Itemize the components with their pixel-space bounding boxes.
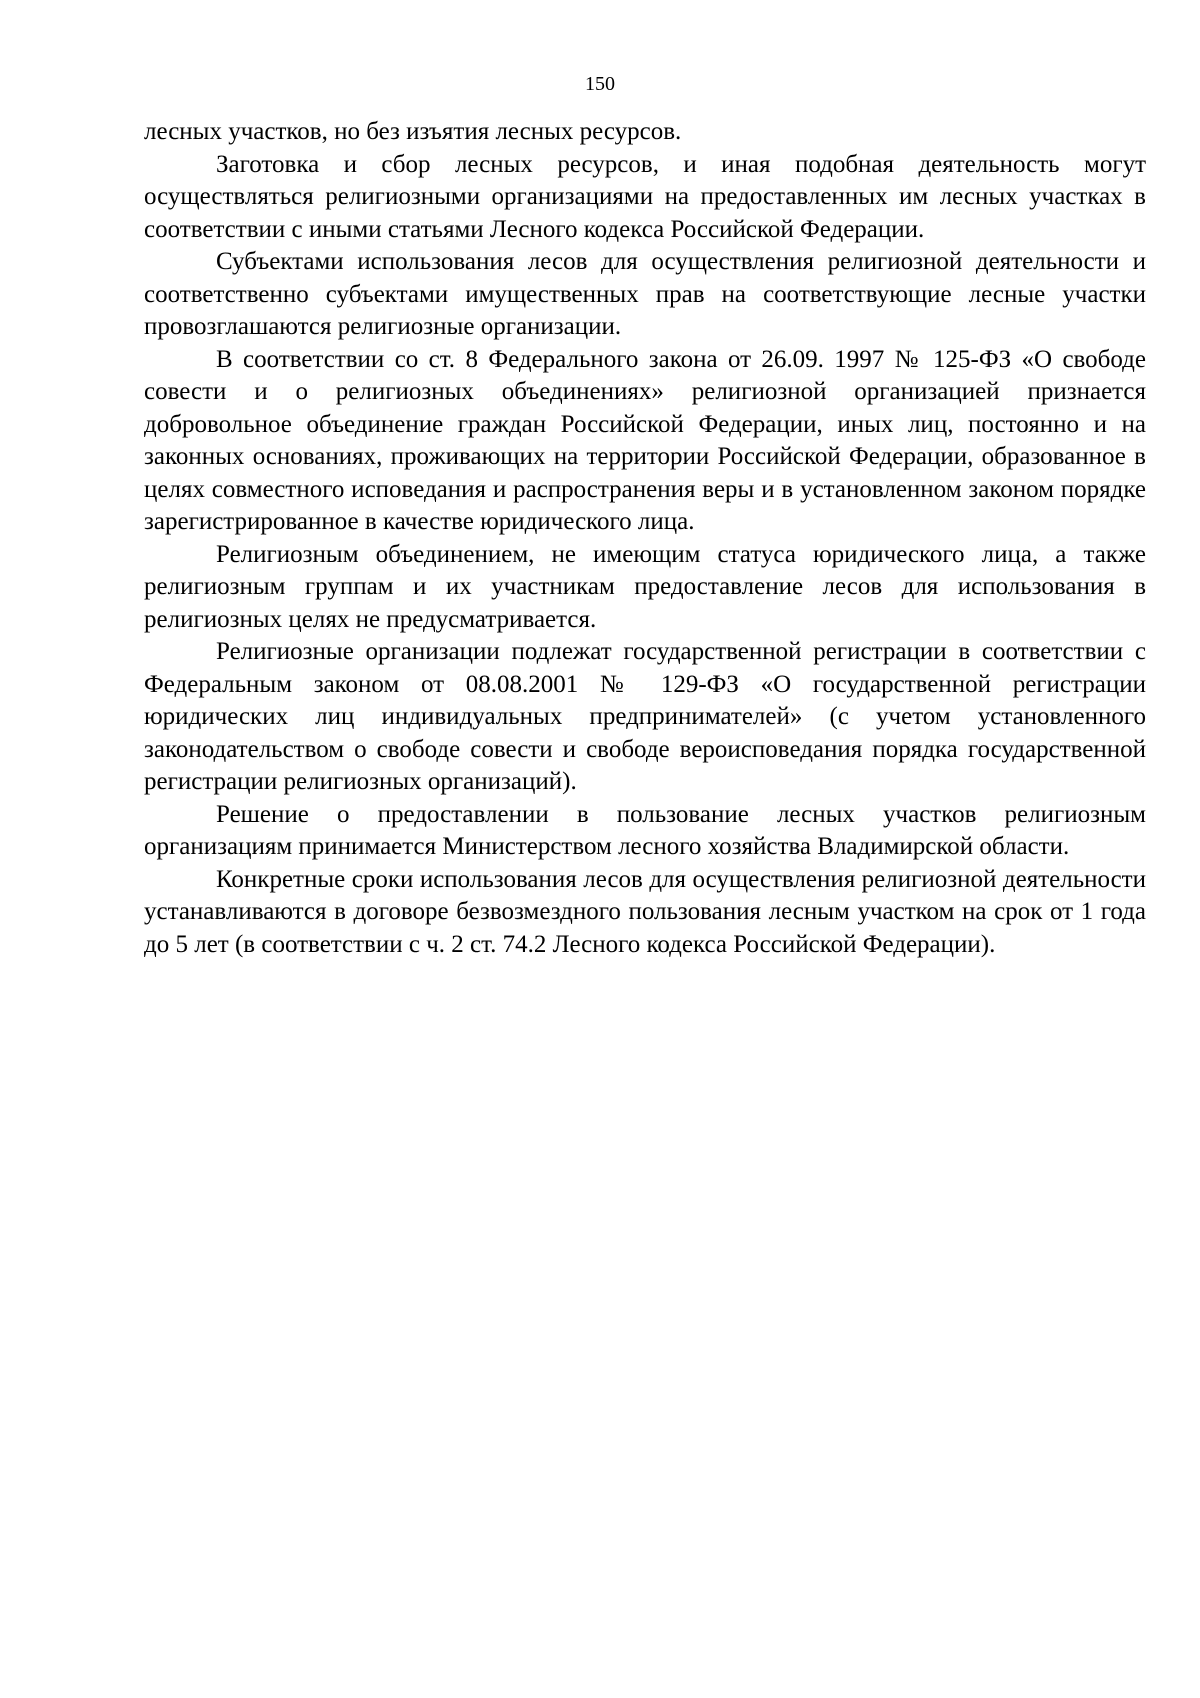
paragraph-subjects: Субъектами использования лесов для осуществления религиозной деятельности и соответственно субъектами имущественных прав на соответствующие лесные участки провозглашаются религиозные организации. — [144, 248, 1146, 340]
paragraph-continuation: лесных участков, но без изъятия лесных ресурсов. — [144, 118, 682, 145]
document-body — [144, 116, 1146, 961]
paragraph-registration: Религиозные организации подлежат государственной регистрации в соответствии с Федеральным законом от 08.08.2001 № 129-ФЗ «О государственной регистрации юридических лиц индивидуальных предпринимателей» (с учетом установленного законодательством о свободе совести и свободе вероисповедания порядка государственной регистрации религиозных организаций). — [144, 638, 1146, 795]
paragraph-religious-groups: Религиозным объединением, не имеющим статуса юридического лица, а также религиозным группам и их участникам предоставление лесов для использования в религиозных целях не предусматривается. — [144, 540, 1146, 633]
paragraph-harvesting: Заготовка и сбор лесных ресурсов, и иная подобная деятельность могут осуществляться религиозными организациями на предоставленных им лесных участках в соответствии с иными статьями Лесного кодекса Российской Федерации. — [144, 150, 1146, 243]
page-number: 150 — [585, 73, 615, 95]
paragraph-decision: Решение о предоставлении в пользование лесных участков религиозным организациям принимается Министерством лесного хозяйства Владимирской области. — [144, 800, 1146, 860]
paragraph-terms: Конкретные сроки использования лесов для осуществления религиозной деятельности устанавливаются в договоре безвозмездного пользования лесным участком на срок от 1 года до 5 лет (в соответствии с ч. 2 ст. 74.2 Лесного кодекса Российской Федерации). — [144, 865, 1146, 958]
paragraph-law-125: В соответствии со ст. 8 Федерального закона от 26.09. 1997 № 125-ФЗ «О свободе совести и о религиозных объединениях» религиозной организацией признается добровольное объединение граждан Российской Федерации, иных лиц, постоянно и на законных основаниях, проживающих на территории Российской Федерации, образованное в целях совместного исповедания и распространения веры и в установленном законом порядке зарегистрированное в качестве юридического лица. — [144, 345, 1146, 535]
